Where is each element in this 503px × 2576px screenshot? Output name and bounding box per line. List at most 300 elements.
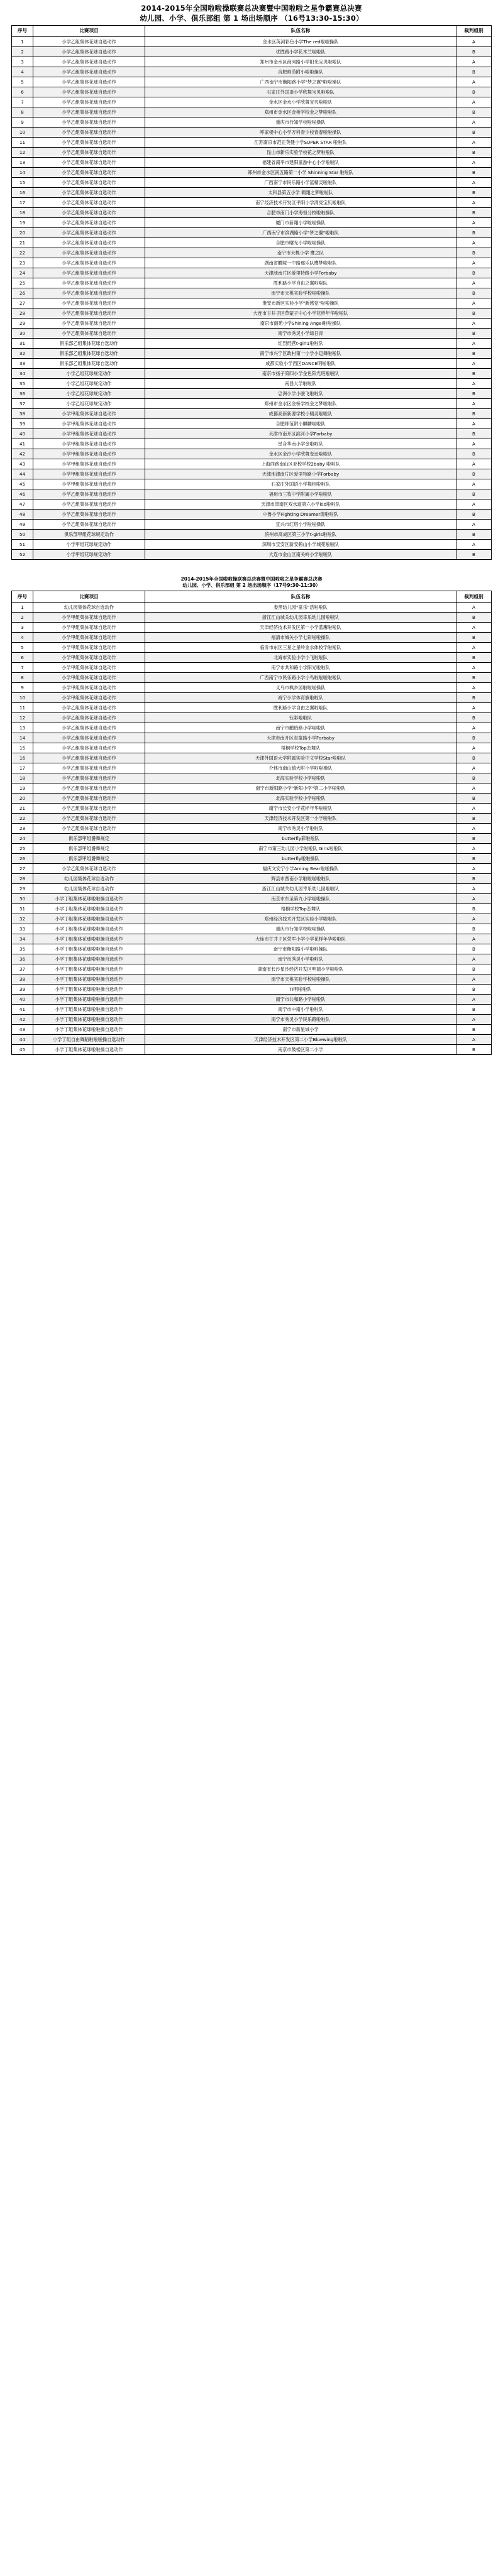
table-row — [12, 339, 492, 349]
cell-team: 南宁市天桃小学 鹰之队 — [145, 248, 456, 258]
cell-item: 小学甲组集体花球自选动作 — [33, 439, 145, 449]
cell-no: 7 — [12, 663, 33, 673]
table-row — [12, 683, 492, 693]
cell-no: 48 — [12, 510, 33, 520]
cell-group: B — [456, 1045, 492, 1055]
cell-no: 10 — [12, 693, 33, 703]
table-row — [12, 540, 492, 550]
cell-no: 50 — [12, 530, 33, 540]
cell-item: 小学甲组集体花球自选动作 — [33, 613, 145, 623]
cell-group: A — [456, 995, 492, 1005]
cell-item: 小学乙组花球规定动作 — [33, 389, 145, 399]
cell-team: 娄黑幼儿园"童乐"活啦啦队 — [145, 603, 456, 613]
cell-item: 小学乙组集体花球自选动作 — [33, 218, 145, 228]
cell-group: B — [456, 349, 492, 359]
cell-group: B — [456, 530, 492, 540]
table-row — [12, 904, 492, 914]
cell-item: 幼儿园集体花球自选动作 — [33, 874, 145, 884]
cell-team: 南宁市衡阳路小学啦啦操队 — [145, 944, 456, 954]
table-row — [12, 713, 492, 723]
cell-no: 42 — [12, 1015, 33, 1025]
cell-team: 钰彩啦啦队 — [145, 713, 456, 723]
cell-item: 小学乙组集体花球自选动作 — [33, 117, 145, 128]
cell-team: 南宁市新阳路小学"新阳小学"第二小学啦啦队 — [145, 783, 456, 794]
cell-no: 22 — [12, 814, 33, 824]
cell-team: 福建省南平市建阳童游中心小学啦啦队 — [145, 158, 456, 168]
cell-no: 30 — [12, 894, 33, 904]
cell-no: 18 — [12, 773, 33, 783]
cell-group: B — [456, 168, 492, 178]
cell-group: A — [456, 359, 492, 369]
cell-group: A — [456, 703, 492, 713]
cell-item: 小学乙组集体花球自选动作 — [33, 278, 145, 288]
table-row — [12, 844, 492, 854]
table-row — [12, 1025, 492, 1035]
cell-group: B — [456, 429, 492, 439]
cell-no: 33 — [12, 359, 33, 369]
cell-group: B — [456, 633, 492, 643]
cell-team: 成都高新新源学校小精灵啦啦队 — [145, 409, 456, 419]
cell-item: 小学丁组集体花球啦啦操自选动作 — [33, 944, 145, 954]
cell-no: 7 — [12, 97, 33, 107]
cell-no: 31 — [12, 904, 33, 914]
table-row — [12, 37, 492, 47]
cell-item: 小学丁组集体花球啦啦操自选动作 — [33, 1005, 145, 1015]
table-row — [12, 158, 492, 168]
header-item: 比赛项目 — [33, 591, 145, 603]
cell-team: 合肥师范附小麒麟啦啦队 — [145, 419, 456, 429]
cell-item: 小学甲组花球规定动作 — [33, 540, 145, 550]
cell-no: 13 — [12, 723, 33, 733]
cell-no: 5 — [12, 77, 33, 87]
cell-team: 石家庄外国语小学舞相啦啦队 — [145, 479, 456, 489]
cell-item: 俱乐部乙组集体花球自选动作 — [33, 349, 145, 359]
cell-group: B — [456, 944, 492, 954]
cell-group: B — [456, 1025, 492, 1035]
title-line-1: 2014-2015年全国啦啦操联赛总决赛暨中国啦啦之星争霸赛总决赛 — [180, 576, 323, 582]
cell-no: 31 — [12, 339, 33, 349]
cell-item: 小学乙组集体花球自选动作 — [33, 158, 145, 168]
cell-item: 小学乙组集体花球自选动作 — [33, 864, 145, 874]
cell-team: 义乌市枫乡园啦啦啦操队 — [145, 683, 456, 693]
cell-item: 小学丁组集体花球啦啦操自选动作 — [33, 894, 145, 904]
cell-item: 小学乙组集体花球自选动作 — [33, 188, 145, 198]
cell-team: 石家庄外国语小学欣舞宝贝啦啦队 — [145, 87, 456, 97]
cell-no: 24 — [12, 834, 33, 844]
table-row — [12, 57, 492, 67]
cell-item: 小学丁组集体花球啦啦操自选动作 — [33, 985, 145, 995]
cell-team: 南宁市天桃实验学校啦啦操队 — [145, 288, 456, 298]
cell-item: 俱乐部乙组集体花球自选动作 — [33, 339, 145, 349]
table-row — [12, 47, 492, 57]
table-header-row — [12, 26, 492, 37]
cell-no: 19 — [12, 783, 33, 794]
cell-no: 22 — [12, 248, 33, 258]
cell-team: 南京市东圣第九小学啦啦操队 — [145, 894, 456, 904]
cell-team: 胜利路小学自由之翼啦啦队 — [145, 278, 456, 288]
cell-item: 小学乙组集体花球自选动作 — [33, 743, 145, 753]
cell-team: 成都实验小学西区DANCE明啦啦队 — [145, 359, 456, 369]
cell-no: 14 — [12, 733, 33, 743]
cell-group: B — [456, 713, 492, 723]
cell-no: 26 — [12, 854, 33, 864]
cell-no: 34 — [12, 369, 33, 379]
table-row — [12, 298, 492, 308]
cell-group: A — [456, 339, 492, 349]
cell-no: 16 — [12, 188, 33, 198]
cell-item: 小学乙组集体花球自选动作 — [33, 178, 145, 188]
cell-item: 小学乙组花球规定动作 — [33, 379, 145, 389]
table-row — [12, 814, 492, 824]
cell-item: 小学乙组集体花球自选动作 — [33, 308, 145, 319]
cell-no: 26 — [12, 288, 33, 298]
cell-no: 41 — [12, 1005, 33, 1015]
cell-team: 红烈经营t-girl1啦啦队 — [145, 339, 456, 349]
cell-item: 小学丁组集体花球啦啦操自选动作 — [33, 1015, 145, 1025]
table-row — [12, 489, 492, 499]
document-page — [0, 0, 503, 1067]
cell-no: 17 — [12, 198, 33, 208]
cell-no: 41 — [12, 439, 33, 449]
cell-group: B — [456, 673, 492, 683]
table-row — [12, 208, 492, 218]
cell-team: 南宁市共和路小学阳光啦啦队 — [145, 663, 456, 673]
cell-team: 星合华南小学金啦啦队 — [145, 439, 456, 449]
cell-no: 5 — [12, 643, 33, 653]
table-row — [12, 369, 492, 379]
cell-group: A — [456, 954, 492, 964]
cell-group: A — [456, 934, 492, 944]
cell-item: 小学乙组集体花球自选动作 — [33, 128, 145, 138]
table-row — [12, 319, 492, 329]
cell-item: 小学丁组集体花球啦啦操自选动作 — [33, 1025, 145, 1035]
cell-team: 厦门市新翔小学啦啦操队 — [145, 218, 456, 228]
cell-item: 小学甲组集体花球自选动作 — [33, 653, 145, 663]
cell-item: 小学乙组集体花球自选动作 — [33, 168, 145, 178]
table-row — [12, 643, 492, 653]
cell-team: 大连市甘井子区荣军小学小学花样年华啦啦队 — [145, 934, 456, 944]
cell-team: 上海西路南山区亚校学校2baby 啦啦队 — [145, 459, 456, 469]
cell-item: 小学甲组集体花球自选动作 — [33, 459, 145, 469]
table-row — [12, 419, 492, 429]
cell-team: 合肥市南门小学海恒分校啦啦操队 — [145, 208, 456, 218]
cell-group: A — [456, 520, 492, 530]
cell-group: B — [456, 964, 492, 974]
cell-team: 南宁市秀灵小学绿日青 — [145, 329, 456, 339]
cell-team: 南宁经济技术开发区平阳小学清亮宝贝啦啦队 — [145, 198, 456, 208]
cell-no: 3 — [12, 623, 33, 633]
cell-no: 9 — [12, 117, 33, 128]
cell-item: 小学甲组集体花球自选动作 — [33, 449, 145, 459]
cell-item: 小学丁组集体花球啦啦操自选动作 — [33, 974, 145, 985]
cell-team: 南京市扬子第四小学金色阳光班啦啦队 — [145, 369, 456, 379]
cell-item: 小学乙组集体花球自选动作 — [33, 138, 145, 148]
cell-item: 小学乙组集体花球自选动作 — [33, 77, 145, 87]
cell-group: A — [456, 77, 492, 87]
cell-no: 18 — [12, 208, 33, 218]
table-row — [12, 409, 492, 419]
cell-no: 14 — [12, 168, 33, 178]
cell-team: 福清市城关小学七彩啦啦操队 — [145, 633, 456, 643]
cell-no: 29 — [12, 319, 33, 329]
cell-item: 小学乙组集体花球自选动作 — [33, 814, 145, 824]
cell-team: 天津外国语大学附属实验中文学校Star啦啦队 — [145, 753, 456, 763]
cell-item: 小学乙组集体花球自选动作 — [33, 794, 145, 804]
cell-group: A — [456, 218, 492, 228]
cell-item: 小学乙组集体花球自选动作 — [33, 97, 145, 107]
schedule-block-2 — [11, 576, 492, 1055]
cell-no: 46 — [12, 489, 33, 499]
cell-team: 天津经济技术开发区第一小学蓝鹰啦啦队 — [145, 623, 456, 633]
cell-group: A — [456, 603, 492, 613]
cell-no: 35 — [12, 379, 33, 389]
cell-no: 15 — [12, 178, 33, 188]
cell-group: B — [456, 148, 492, 158]
cell-item: 小学乙组集体花球自选动作 — [33, 228, 145, 238]
cell-team: 合肥师范附小啦啦操队 — [145, 67, 456, 77]
cell-item: 小学乙组集体花球自选动作 — [33, 824, 145, 834]
table-row — [12, 429, 492, 439]
cell-item: 小学乙组集体花球自选动作 — [33, 288, 145, 298]
cell-group: B — [456, 834, 492, 844]
cell-no: 36 — [12, 389, 33, 399]
table-row — [12, 87, 492, 97]
cell-item: 幼儿园集体花球自选动作 — [33, 603, 145, 613]
cell-group: A — [456, 479, 492, 489]
table-row — [12, 763, 492, 773]
cell-group: B — [456, 47, 492, 57]
table-row — [12, 399, 492, 409]
cell-group: A — [456, 844, 492, 854]
title-line-2: 幼儿园、小学、俱乐部组 第 1 场出场顺序 （16号13:30-15:30） — [140, 13, 363, 23]
cell-group: A — [456, 278, 492, 288]
cell-no: 39 — [12, 985, 33, 995]
cell-no: 16 — [12, 753, 33, 763]
schedule-table-1 — [11, 25, 492, 560]
cell-item: 小学乙组集体花球自选动作 — [33, 238, 145, 248]
table-row — [12, 1045, 492, 1055]
header-team: 队伍名称 — [145, 26, 456, 37]
table-row — [12, 550, 492, 560]
cell-group: B — [456, 814, 492, 824]
cell-item: 小学乙组集体花球自选动作 — [33, 723, 145, 733]
cell-item: 小学乙组集体花球自选动作 — [33, 87, 145, 97]
table-row — [12, 773, 492, 783]
cell-item: 小学甲组集体花球自选动作 — [33, 683, 145, 693]
table-row — [12, 673, 492, 683]
cell-item: 小学甲组集体花球自选动作 — [33, 469, 145, 479]
cell-item: 小学乙组集体花球自选动作 — [33, 510, 145, 520]
cell-team: 优胜路小学花木兰啦啦队 — [145, 47, 456, 57]
cell-no: 52 — [12, 550, 33, 560]
cell-group: A — [456, 783, 492, 794]
table-row — [12, 469, 492, 479]
cell-group: A — [456, 683, 492, 693]
table-row — [12, 459, 492, 469]
cell-group: A — [456, 117, 492, 128]
cell-team: 郑州市金水区商河路小学阳光宝贝啦啦队 — [145, 57, 456, 67]
cell-no: 25 — [12, 278, 33, 288]
cell-team: 南宁市第三幼儿园小学啦啦队 Girls啦啦队 — [145, 844, 456, 854]
cell-team: 南宁市共和路小学啦啦队 — [145, 995, 456, 1005]
cell-group: A — [456, 723, 492, 733]
schedule-table-2 — [11, 591, 492, 1055]
cell-item: 小学甲组集体花球自选动作 — [33, 673, 145, 683]
cell-team: 南昌大学啦啦队 — [145, 379, 456, 389]
cell-item: 小学乙组集体花球自选动作 — [33, 107, 145, 117]
cell-item: 小学乙组集体花球自选动作 — [33, 499, 145, 510]
cell-group: A — [456, 298, 492, 308]
cell-item: 俱乐部乙组集体花球自选动作 — [33, 359, 145, 369]
cell-item: 小学乙组集体花球自选动作 — [33, 763, 145, 773]
table-row — [12, 834, 492, 844]
cell-no: 21 — [12, 238, 33, 248]
cell-team: 金水区金沙小学欣舞变迁啦啦队 — [145, 449, 456, 459]
table-row — [12, 653, 492, 663]
table-row — [12, 824, 492, 834]
cell-no: 32 — [12, 914, 33, 924]
table-row — [12, 359, 492, 369]
cell-team: 金水区金水小学欣舞宝贝啦啦队 — [145, 97, 456, 107]
cell-team: 深圳市宝安区新安鹤山小学城苑啦啦队 — [145, 540, 456, 550]
table-row — [12, 499, 492, 510]
cell-group: A — [456, 158, 492, 168]
cell-no: 4 — [12, 633, 33, 643]
cell-item: 小学乙组集体花球自选动作 — [33, 268, 145, 278]
cell-team: 宜兴市红塔小学啦啦操队 — [145, 520, 456, 530]
cell-no: 15 — [12, 743, 33, 753]
cell-item: 小学乙组集体花球自选动作 — [33, 198, 145, 208]
cell-group: B — [456, 128, 492, 138]
cell-item: 小学丁组集体花球啦啦操自选动作 — [33, 914, 145, 924]
cell-no: 38 — [12, 974, 33, 985]
cell-item: 小学乙组集体花球自选动作 — [33, 783, 145, 794]
cell-item: 小学乙组集体花球自选动作 — [33, 67, 145, 77]
cell-no: 45 — [12, 479, 33, 489]
table-row — [12, 733, 492, 743]
cell-item: 小学丁组集体花球啦啦操自选动作 — [33, 904, 145, 914]
cell-no: 44 — [12, 1035, 33, 1045]
cell-item: 小学甲组集体花球自选动作 — [33, 409, 145, 419]
cell-group: A — [456, 439, 492, 449]
cell-no: 6 — [12, 653, 33, 663]
table-row — [12, 894, 492, 904]
table-row — [12, 77, 492, 87]
cell-item: 小学乙组集体花球自选动作 — [33, 248, 145, 258]
table-row — [12, 944, 492, 954]
cell-no: 2 — [12, 613, 33, 623]
table-row — [12, 633, 492, 643]
table-row — [12, 783, 492, 794]
cell-item: 小学乙组集体花球自选动作 — [33, 804, 145, 814]
cell-group: B — [456, 288, 492, 298]
cell-no: 8 — [12, 673, 33, 683]
cell-item: 小学乙组集体花球自选动作 — [33, 753, 145, 763]
cell-team: 广西南宁市衡阳路小学"梦之翼"啦啦操队 — [145, 77, 456, 87]
cell-group: A — [456, 884, 492, 894]
table-row — [12, 308, 492, 319]
table-row — [12, 1015, 492, 1025]
cell-team: 北海实验学校小学啦啦队 — [145, 773, 456, 783]
cell-no: 40 — [12, 995, 33, 1005]
cell-no: 39 — [12, 419, 33, 429]
table-row — [12, 188, 492, 198]
cell-no: 20 — [12, 794, 33, 804]
table-row — [12, 743, 492, 753]
cell-no: 33 — [12, 924, 33, 934]
table-row — [12, 974, 492, 985]
cell-group: B — [456, 67, 492, 77]
cell-team: 南京市南苑小学Shining Angel啦啦操队 — [145, 319, 456, 329]
cell-team: 梧桐学校Top恋舞队 — [145, 904, 456, 914]
cell-item: 小学乙组集体花球自选动作 — [33, 319, 145, 329]
cell-item: 小学丁组集体花球啦啦操自选动作 — [33, 924, 145, 934]
cell-team: 南京市鼓楼区第二小学 — [145, 1045, 456, 1055]
cell-group: B — [456, 489, 492, 499]
cell-group: B — [456, 1005, 492, 1015]
cell-team: butterfly啦啦操队 — [145, 854, 456, 864]
table-row — [12, 97, 492, 107]
cell-item: 小学乙组集体花球自选动作 — [33, 329, 145, 339]
cell-no: 37 — [12, 399, 33, 409]
cell-no: 37 — [12, 964, 33, 974]
cell-team: 浙江江山城关幼儿园幸乐幼儿园啦啦队 — [145, 884, 456, 894]
table-row — [12, 228, 492, 238]
table-row — [12, 995, 492, 1005]
table-row — [12, 248, 492, 258]
cell-team: 重庆市行知学校啦啦操队 — [145, 924, 456, 934]
cell-item: 小学乙组集体花球自选动作 — [33, 703, 145, 713]
cell-item: 小学丁组集体花球啦啦操自选动作 — [33, 1045, 145, 1055]
cell-team: 辉县市西南小学啦啦啦啦啦队 — [145, 874, 456, 884]
cell-team: 南宁市中南小学啦啦队 — [145, 1005, 456, 1015]
cell-item: 俱乐部甲组花球规定动作 — [33, 530, 145, 540]
cell-no: 11 — [12, 138, 33, 148]
header-no: 序号 — [12, 26, 33, 37]
cell-group: B — [456, 449, 492, 459]
cell-team: 合肥市曙光小学啦啦操队 — [145, 238, 456, 248]
cell-group: B — [456, 389, 492, 399]
cell-group: A — [456, 864, 492, 874]
table-row — [12, 479, 492, 489]
cell-no: 10 — [12, 128, 33, 138]
table-row — [12, 510, 492, 520]
table-row — [12, 439, 492, 449]
cell-item: 俱乐部甲组爵舞规定 — [33, 844, 145, 854]
cell-group: A — [456, 198, 492, 208]
cell-team: 南宁市长安小学花样年华啦啦队 — [145, 804, 456, 814]
table-row — [12, 603, 492, 613]
cell-group: A — [456, 623, 492, 633]
cell-team: 重庆市行知学校啦啦操队 — [145, 117, 456, 128]
cell-group: B — [456, 308, 492, 319]
header-group: 裁判组别 — [456, 26, 492, 37]
cell-no: 2 — [12, 47, 33, 57]
schedule-block-1 — [11, 4, 492, 560]
cell-team: 滨州市高成区第三小学t-girls啦啦队 — [145, 530, 456, 540]
table-row — [12, 874, 492, 884]
cell-group: A — [456, 258, 492, 268]
cell-team: 南宁市鹏怡路小学啦啦队 — [145, 723, 456, 733]
cell-team: 天津市南开区育童路小学Forbaby — [145, 733, 456, 743]
table-row — [12, 268, 492, 278]
table-row — [12, 914, 492, 924]
cell-team: 太和县第五小学 翱翔之梦啦啦队 — [145, 188, 456, 198]
cell-group: A — [456, 894, 492, 904]
cell-team: 介休市南山镇大附小学啦啦操队 — [145, 763, 456, 773]
cell-team: 大连市金山区南关岭小学啦啦队 — [145, 550, 456, 560]
cell-group: B — [456, 613, 492, 623]
